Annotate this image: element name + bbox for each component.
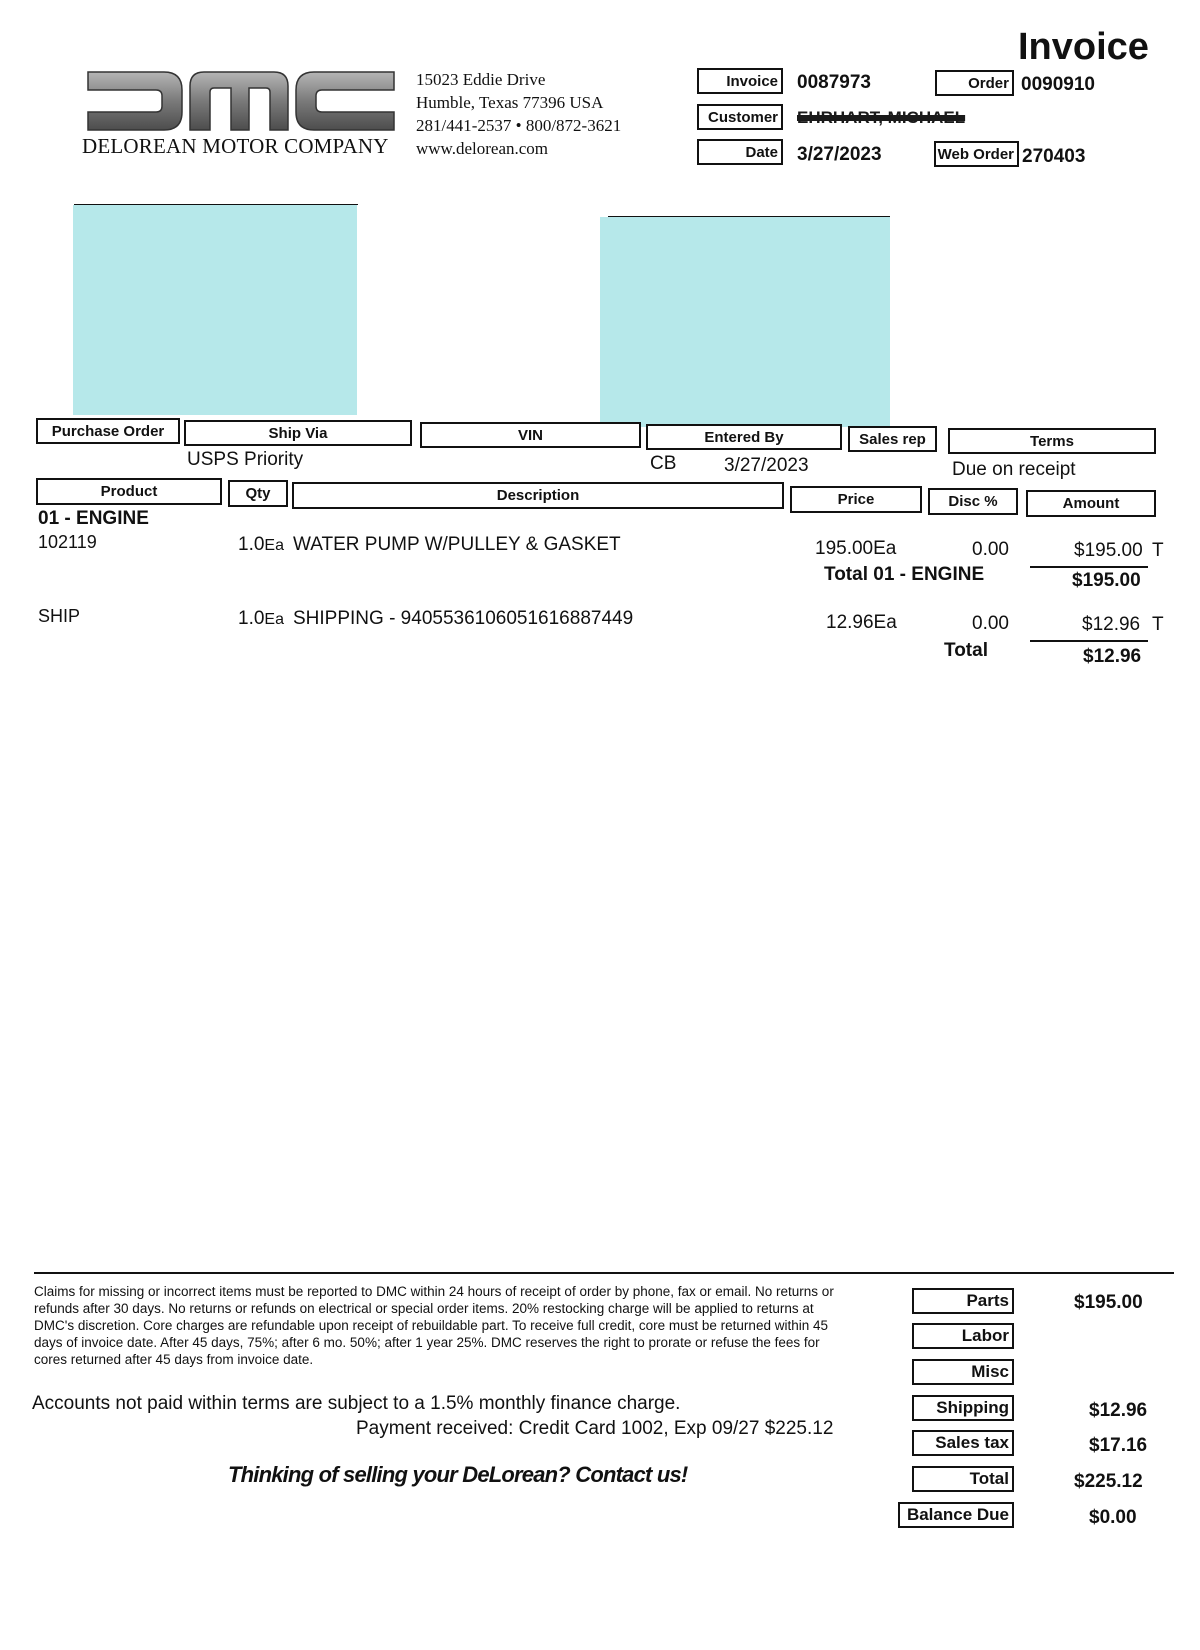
qty-value: 1.0 [238,534,265,555]
address-line-1: 15023 Eddie Drive [416,70,546,89]
web-order-label-box: Web Order [934,141,1019,167]
vin-header: VIN [420,422,641,448]
group-total-value: $195.00 [1072,570,1141,591]
summary-label-misc: Misc [912,1359,1014,1385]
summary-value-balance-due: $0.00 [1089,1507,1137,1528]
line-item-qty [238,534,284,556]
claims-policy-text: Claims for missing or incorrect items must be reported to DMC within 24 hours of receipt of order by phone, fax or email. No returns or refunds after 30 days. No returns or refunds on electrical or special order items. 20% restocking charge will be applied to returns at DMC's discretion. Core charges are refundable upon receipt of rebuildable part. To receive full credit, core must be returned within 45 days of invoice date. After 45 days, 75%; after 6 mo. 50%; after 1 year 25%. DMC reserves the right to prorate or refuse the fees for cores returned after 45 days from invoice date. [34,1284,834,1367]
line-item-amount: $12.96 [1082,614,1141,635]
summary-label-parts: Parts [912,1288,1014,1314]
line-item-product: 102119 [38,532,97,552]
ship-to-redaction-note [600,217,890,427]
summary-label-labor: Labor [912,1323,1014,1349]
qty-value: 1.0 [238,608,265,629]
customer-name-redacted: EHRHART, MICHAEL [797,108,966,127]
company-address [416,68,621,160]
summary-label-sales-tax: Sales tax [912,1430,1014,1456]
ship-via-value: USPS Priority [187,449,304,470]
line-item-qty [238,608,284,630]
company-website: www.delorean.com [416,139,549,158]
line-item-description: SHIPPING - 9405536106051616887449 [293,608,634,629]
date-label-box: Date [697,139,783,165]
order-label-box: Order [935,70,1014,96]
entered-date-value: 3/27/2023 [724,455,809,476]
line-item-amount: $195.00 [1074,540,1143,561]
line-item-disc: 0.00 [972,539,1009,560]
company-name: DELOREAN MOTOR COMPANY [82,134,389,158]
product-column-header: Product [36,478,222,505]
promo-text: Thinking of selling your DeLorean? Contact us! [228,1462,688,1487]
sales-rep-header: Sales rep [848,426,937,452]
group-total-value: $12.96 [1083,646,1142,667]
line-item-product: SHIP [38,606,81,626]
amount-column-header: Amount [1026,490,1156,517]
company-phone: 281/441-2537 • 800/872-3621 [416,116,622,135]
group-title: 01 - ENGINE [38,508,149,529]
purchase-order-header: Purchase Order [36,418,180,444]
web-order-number: 270403 [1022,146,1086,167]
finance-charge-text: Accounts not paid within terms are subject to a 1.5% monthly finance charge. [32,1393,681,1414]
line-item-price: 195.00Ea [815,538,897,559]
summary-value-total: $225.12 [1074,1471,1143,1492]
qty-unit: Ea [264,611,284,628]
summary-value-parts: $195.00 [1074,1292,1143,1313]
customer-label-box: Customer [697,104,783,130]
document-title: Invoice [1018,26,1149,68]
order-number: 0090910 [1021,74,1095,95]
description-column-header: Description [292,482,784,509]
footer-divider [34,1272,1174,1274]
line-item-tax-flag: T [1152,614,1164,635]
entered-by-value: CB [650,453,677,474]
entered-by-header: Entered By [646,424,842,450]
invoice-number: 0087973 [797,72,871,93]
qty-column-header: Qty [228,480,288,507]
summary-value-shipping: $12.96 [1089,1400,1148,1421]
bill-to-redaction-note [73,205,357,415]
qty-unit: Ea [264,537,284,554]
line-item-tax-flag: T [1152,540,1164,561]
summary-label-shipping: Shipping [912,1395,1014,1421]
line-item-disc: 0.00 [972,613,1009,634]
summary-label-balance-due: Balance Due [898,1502,1014,1528]
line-item-price: 12.96Ea [826,612,897,633]
terms-header: Terms [948,428,1156,454]
summary-value-sales-tax: $17.16 [1089,1435,1148,1456]
invoice-label-box: Invoice [697,68,783,94]
dmc-logo-icon [86,68,398,134]
terms-value: Due on receipt [952,459,1076,480]
invoice-date: 3/27/2023 [797,144,882,165]
group-total-label: Total [944,640,988,661]
payment-received-text: Payment received: Credit Card 1002, Exp 09/27 $225.12 [356,1418,834,1439]
group-total-rule [1030,566,1148,568]
line-item-description: WATER PUMP W/PULLEY & GASKET [293,534,621,555]
ship-via-header: Ship Via [184,420,412,446]
price-column-header: Price [790,486,922,513]
disc-column-header: Disc % [928,488,1018,515]
address-line-2: Humble, Texas 77396 USA [416,93,604,112]
company-logo [86,68,398,134]
group-total-rule [1030,640,1148,642]
group-total-label: Total 01 - ENGINE [824,564,985,585]
summary-label-total: Total [912,1466,1014,1492]
